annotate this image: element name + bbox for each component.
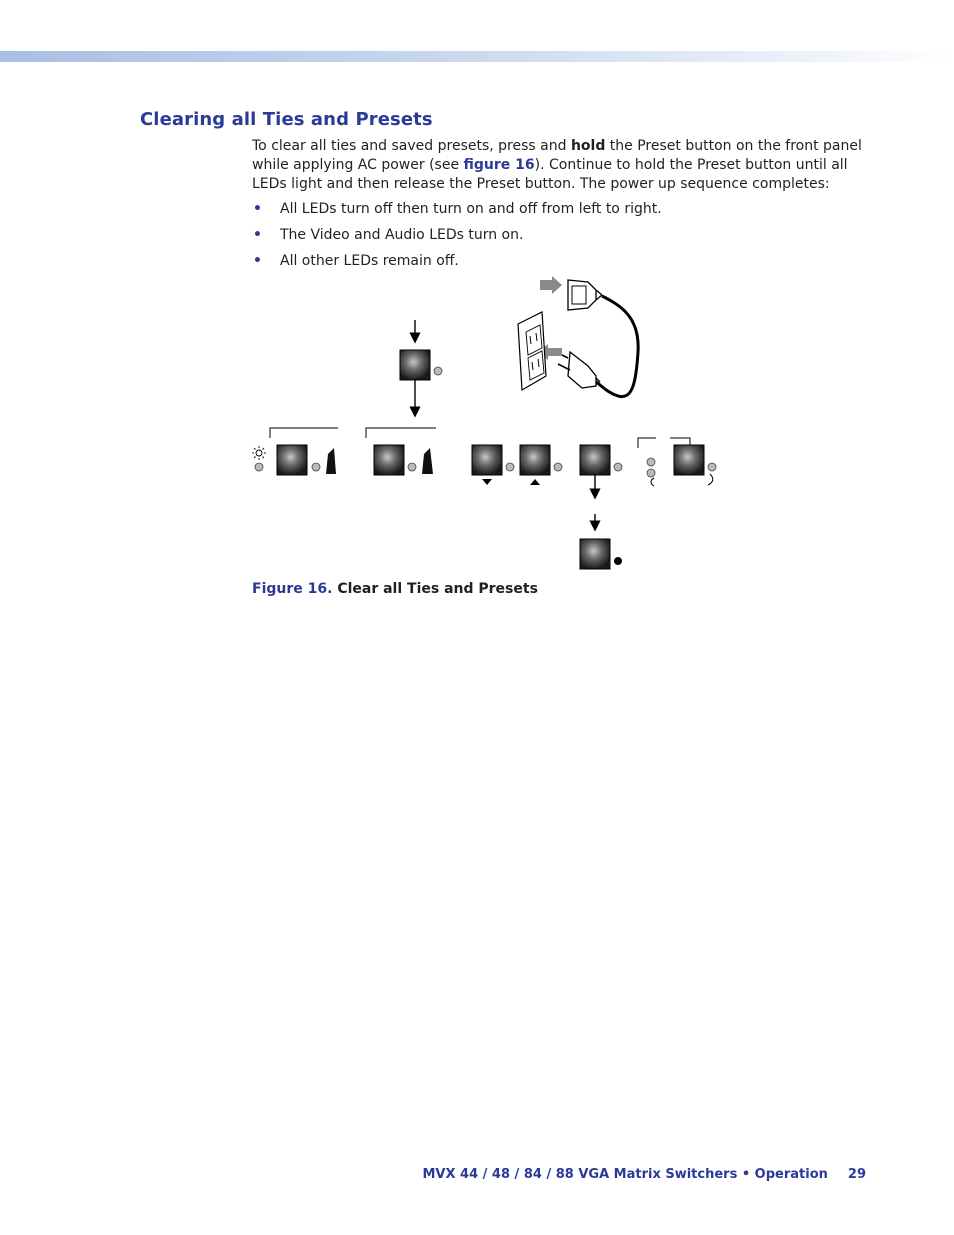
para-text-1: To clear all ties and saved presets, press and — [252, 138, 571, 154]
header-band — [0, 51, 954, 62]
led-icon — [408, 463, 416, 471]
led-icon — [554, 463, 562, 471]
preset-button-icon — [520, 445, 550, 475]
footer-title: MVX 44 / 48 / 84 / 88 VGA Matrix Switchers • Operation — [422, 1167, 828, 1182]
figure-link[interactable]: figure 16 — [463, 157, 535, 173]
power-cord-icon — [538, 276, 638, 397]
para-text-2: the Preset button on the front panel while applying AC power (see — [252, 138, 862, 173]
led-lit-icon — [614, 557, 622, 565]
list-item: • All other LEDs remain off. — [253, 253, 459, 269]
list-item: • All LEDs turn off then turn on and off from left to right. — [253, 201, 662, 217]
page-number: 29 — [847, 1167, 866, 1182]
preset-button-icon — [580, 539, 610, 569]
preset-button-icon — [674, 445, 704, 475]
preset-button-icon — [277, 445, 307, 475]
panel-knob-icon — [326, 448, 336, 474]
intro-paragraph — [252, 137, 877, 194]
para-bold-hold: hold — [570, 138, 606, 154]
wall-outlet-icon — [518, 312, 546, 390]
figure-caption-text: Clear all Ties and Presets — [337, 581, 538, 597]
section-heading: Clearing all Ties and Presets — [140, 109, 433, 130]
preset-button-icon — [400, 350, 430, 380]
para-text-3: ). Continue to hold the Preset button until all LEDs light and then release the Preset button. The power up sequence completes: — [252, 157, 848, 192]
figure-number: Figure 16. — [252, 581, 333, 597]
brightness-icon — [252, 446, 266, 460]
preset-button-icon — [374, 445, 404, 475]
arrow-up-icon — [530, 479, 540, 485]
led-icon — [312, 463, 320, 471]
page-footer — [423, 1167, 867, 1182]
clear-ties-figure — [250, 272, 730, 572]
preset-button-icon — [580, 445, 610, 475]
bullet-list — [252, 200, 662, 278]
led-icon — [647, 458, 655, 466]
led-icon — [434, 367, 442, 375]
bullet-dot: • — [253, 253, 262, 269]
led-icon — [647, 469, 655, 477]
led-icon — [708, 463, 716, 471]
preset-button-icon — [472, 445, 502, 475]
led-icon — [614, 463, 622, 471]
list-item: • The Video and Audio LEDs turn on. — [253, 227, 524, 243]
bullet-dot: • — [253, 227, 262, 243]
arrow-down-icon — [482, 479, 492, 485]
bullet-dot: • — [253, 201, 262, 217]
panel-knob-icon — [422, 448, 433, 474]
led-icon — [255, 463, 263, 471]
led-icon — [506, 463, 514, 471]
figure-caption — [252, 581, 538, 597]
